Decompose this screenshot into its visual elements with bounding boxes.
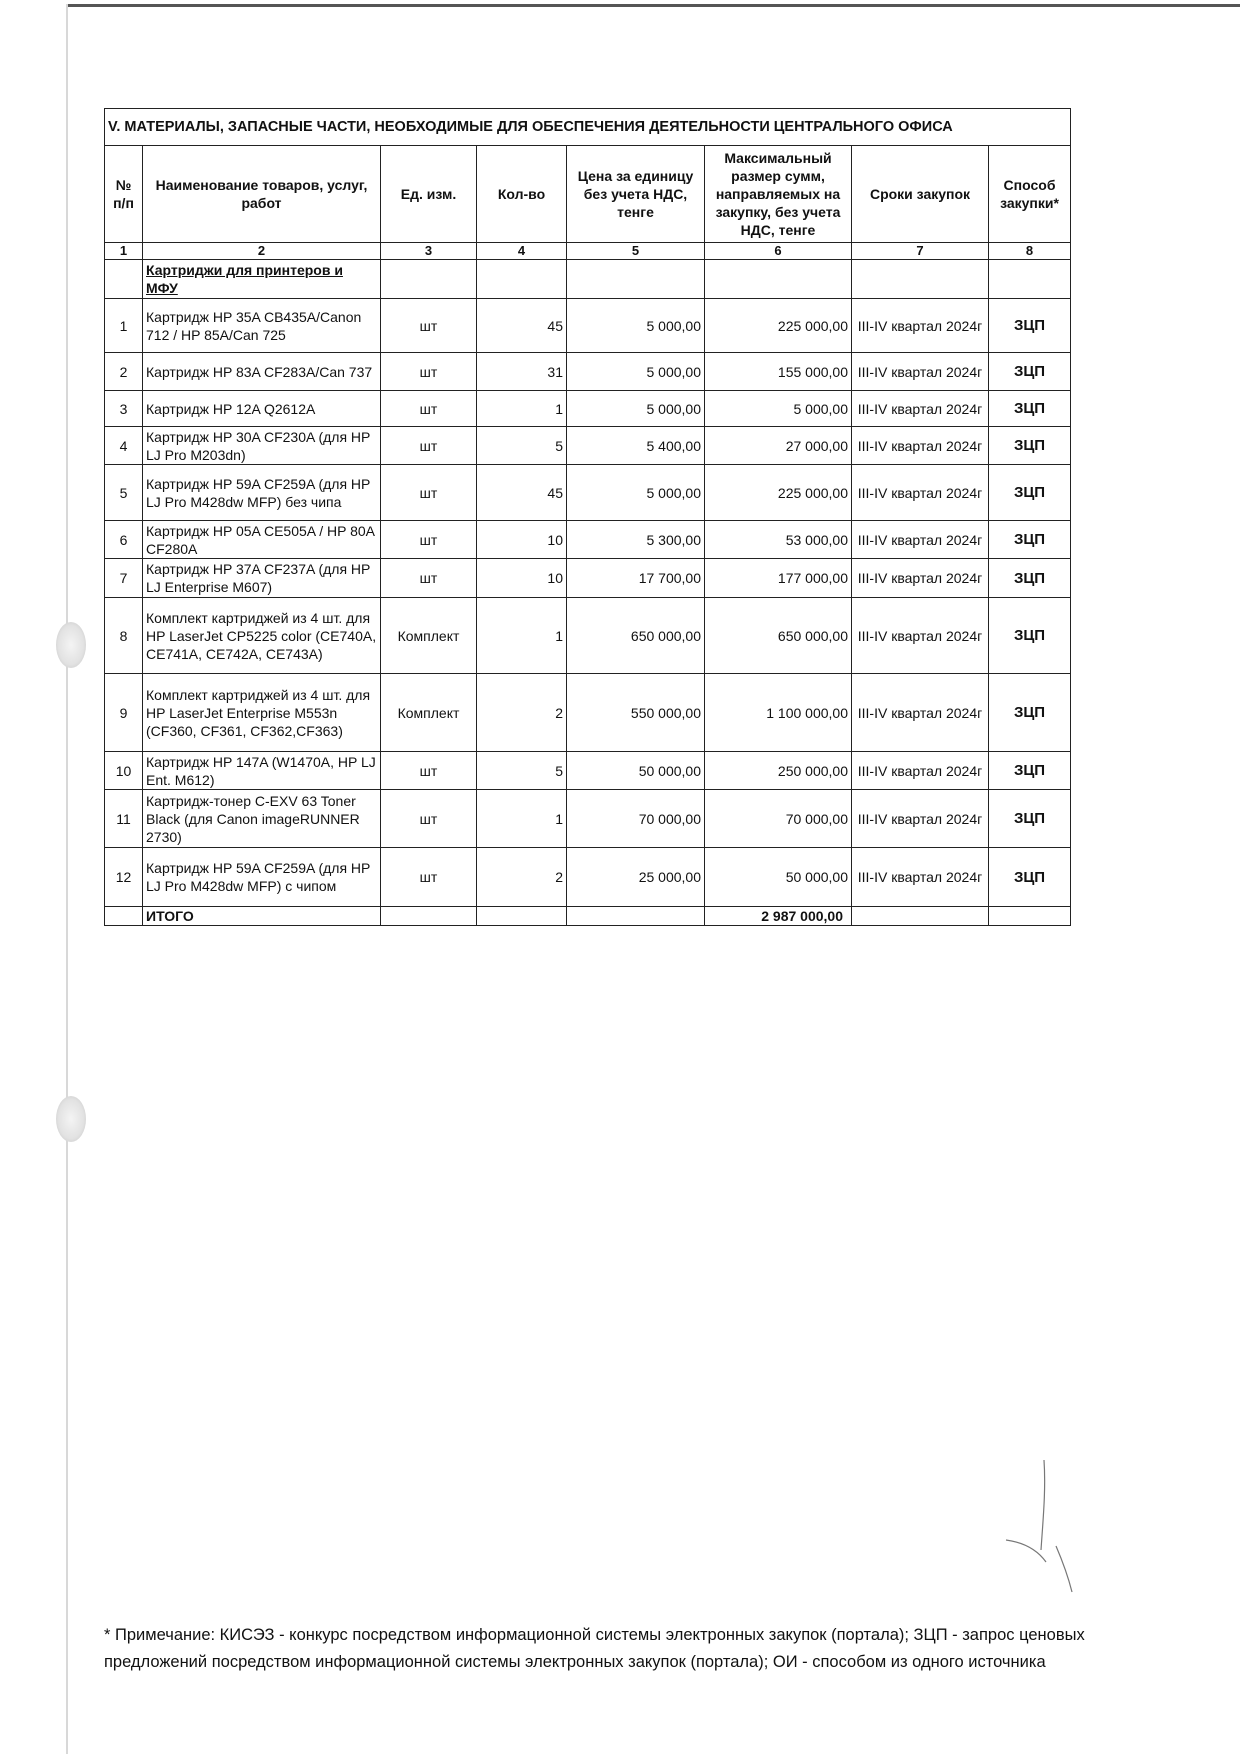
item-term: III-IV квартал 2024г bbox=[852, 353, 989, 391]
item-price: 17 700,00 bbox=[567, 559, 705, 598]
item-price: 50 000,00 bbox=[567, 752, 705, 790]
header-max-sum: Максимальный размер сумм, направляемых на закупку, без учета НДС, тенге bbox=[705, 146, 852, 243]
header-price: Цена за единицу без учета НДС, тенге bbox=[567, 146, 705, 243]
item-qty: 1 bbox=[477, 598, 567, 674]
item-qty: 2 bbox=[477, 848, 567, 907]
item-price: 5 000,00 bbox=[567, 391, 705, 427]
item-method: ЗЦП bbox=[989, 674, 1071, 752]
item-qty: 1 bbox=[477, 391, 567, 427]
item-name: Картридж HP 59A CF259A (для HP LJ Pro M428dw MFP) с чипом bbox=[143, 848, 381, 907]
row-num: 9 bbox=[105, 674, 143, 752]
header-method: Способ закупки* bbox=[989, 146, 1071, 243]
item-price: 5 300,00 bbox=[567, 521, 705, 559]
column-number-row bbox=[105, 243, 1071, 260]
item-method: ЗЦП bbox=[989, 752, 1071, 790]
item-method: ЗЦП bbox=[989, 465, 1071, 521]
item-unit: шт bbox=[381, 391, 477, 427]
item-qty: 31 bbox=[477, 353, 567, 391]
item-price: 5 000,00 bbox=[567, 299, 705, 353]
item-unit: шт bbox=[381, 848, 477, 907]
item-name: Картридж HP 83A CF283A/Can 737 bbox=[143, 353, 381, 391]
page-edge bbox=[66, 4, 1240, 7]
header-qty: Кол-во bbox=[477, 146, 567, 243]
item-term: III-IV квартал 2024г bbox=[852, 521, 989, 559]
item-term: III-IV квартал 2024г bbox=[852, 790, 989, 848]
item-method: ЗЦП bbox=[989, 848, 1071, 907]
item-unit: шт bbox=[381, 752, 477, 790]
item-method: ЗЦП bbox=[989, 353, 1071, 391]
item-qty: 1 bbox=[477, 790, 567, 848]
table-row bbox=[105, 521, 1071, 559]
item-price: 5 000,00 bbox=[567, 353, 705, 391]
header-row bbox=[105, 146, 1071, 243]
page-edge-left bbox=[66, 4, 68, 1754]
category-row bbox=[105, 260, 1071, 299]
item-name: Картридж HP 30A CF230A (для HP LJ Pro M203dn) bbox=[143, 427, 381, 465]
item-term: III-IV квартал 2024г bbox=[852, 752, 989, 790]
item-term: III-IV квартал 2024г bbox=[852, 465, 989, 521]
item-total: 177 000,00 bbox=[705, 559, 852, 598]
table-row bbox=[105, 427, 1071, 465]
item-total: 225 000,00 bbox=[705, 299, 852, 353]
item-method: ЗЦП bbox=[989, 559, 1071, 598]
column-number: 8 bbox=[989, 243, 1071, 260]
signature-mark bbox=[996, 1450, 1096, 1600]
item-unit: шт bbox=[381, 427, 477, 465]
item-unit: шт bbox=[381, 559, 477, 598]
item-total: 5 000,00 bbox=[705, 391, 852, 427]
section-title: V. МАТЕРИАЛЫ, ЗАПАСНЫЕ ЧАСТИ, НЕОБХОДИМЫЕ ДЛЯ ОБЕСПЕЧЕНИЯ ДЕЯТЕЛЬНОСТИ ЦЕНТРАЛЬНОГО ОФИСА bbox=[105, 109, 1071, 146]
column-number: 5 bbox=[567, 243, 705, 260]
column-number: 1 bbox=[105, 243, 143, 260]
item-total: 1 100 000,00 bbox=[705, 674, 852, 752]
item-total: 155 000,00 bbox=[705, 353, 852, 391]
item-method: ЗЦП bbox=[989, 299, 1071, 353]
header-name: Наименование товаров, услуг, работ bbox=[143, 146, 381, 243]
column-number: 3 bbox=[381, 243, 477, 260]
item-method: ЗЦП bbox=[989, 391, 1071, 427]
row-num: 2 bbox=[105, 353, 143, 391]
item-name: Картридж HP 05A CE505A / HP 80A CF280A bbox=[143, 521, 381, 559]
item-qty: 10 bbox=[477, 521, 567, 559]
table-row bbox=[105, 848, 1071, 907]
row-num: 8 bbox=[105, 598, 143, 674]
item-total: 50 000,00 bbox=[705, 848, 852, 907]
item-unit: шт bbox=[381, 353, 477, 391]
table-row bbox=[105, 674, 1071, 752]
item-method: ЗЦП bbox=[989, 427, 1071, 465]
item-price: 650 000,00 bbox=[567, 598, 705, 674]
table-row bbox=[105, 790, 1071, 848]
item-qty: 45 bbox=[477, 465, 567, 521]
item-name: Картридж HP 35A CB435A/Canon 712 / HP 85A/Can 725 bbox=[143, 299, 381, 353]
item-term: III-IV квартал 2024г bbox=[852, 848, 989, 907]
row-num: 6 bbox=[105, 521, 143, 559]
row-num: 3 bbox=[105, 391, 143, 427]
item-method: ЗЦП bbox=[989, 521, 1071, 559]
item-name: Комплект картриджей из 4 шт. для HP LaserJet Enterprise M553n (CF360, CF361, CF362,CF363) bbox=[143, 674, 381, 752]
total-row bbox=[105, 907, 1071, 926]
item-unit: шт bbox=[381, 299, 477, 353]
item-total: 70 000,00 bbox=[705, 790, 852, 848]
item-name: Комплект картриджей из 4 шт. для HP LaserJet CP5225 color (CE740A, CE741A, CE742A, CE743A) bbox=[143, 598, 381, 674]
header-num: № п/п bbox=[105, 146, 143, 243]
item-term: III-IV квартал 2024г bbox=[852, 559, 989, 598]
item-qty: 10 bbox=[477, 559, 567, 598]
item-unit: шт bbox=[381, 790, 477, 848]
table-row bbox=[105, 353, 1071, 391]
grand-total: 2 987 000,00 bbox=[705, 907, 852, 926]
category-name: Картриджи для принтеров и МФУ bbox=[143, 260, 381, 299]
row-num: 4 bbox=[105, 427, 143, 465]
table-row bbox=[105, 465, 1071, 521]
row-num: 7 bbox=[105, 559, 143, 598]
item-total: 250 000,00 bbox=[705, 752, 852, 790]
table-row bbox=[105, 391, 1071, 427]
item-term: III-IV квартал 2024г bbox=[852, 391, 989, 427]
item-term: III-IV квартал 2024г bbox=[852, 674, 989, 752]
header-term: Сроки закупок bbox=[852, 146, 989, 243]
table-row bbox=[105, 559, 1071, 598]
item-unit: шт bbox=[381, 521, 477, 559]
column-number: 2 bbox=[143, 243, 381, 260]
item-unit: шт bbox=[381, 465, 477, 521]
column-number: 4 bbox=[477, 243, 567, 260]
item-qty: 5 bbox=[477, 752, 567, 790]
item-total: 225 000,00 bbox=[705, 465, 852, 521]
item-name: Картридж-тонер C-EXV 63 Toner Black (для Canon imageRUNNER 2730) bbox=[143, 790, 381, 848]
row-num: 11 bbox=[105, 790, 143, 848]
item-method: ЗЦП bbox=[989, 790, 1071, 848]
item-price: 5 400,00 bbox=[567, 427, 705, 465]
item-term: III-IV квартал 2024г bbox=[852, 299, 989, 353]
table-row bbox=[105, 299, 1071, 353]
table-row bbox=[105, 598, 1071, 674]
item-total: 650 000,00 bbox=[705, 598, 852, 674]
item-price: 550 000,00 bbox=[567, 674, 705, 752]
item-qty: 45 bbox=[477, 299, 567, 353]
item-name: Картридж HP 147A (W1470A, HP LJ Ent. M612) bbox=[143, 752, 381, 790]
item-name: Картридж HP 12A Q2612A bbox=[143, 391, 381, 427]
item-unit: Комплект bbox=[381, 674, 477, 752]
table-row bbox=[105, 752, 1071, 790]
item-price: 5 000,00 bbox=[567, 465, 705, 521]
total-label: ИТОГО bbox=[143, 907, 381, 926]
row-num: 1 bbox=[105, 299, 143, 353]
item-name: Картридж HP 37A CF237A (для HP LJ Enterprise M607) bbox=[143, 559, 381, 598]
item-total: 27 000,00 bbox=[705, 427, 852, 465]
header-unit: Ед. изм. bbox=[381, 146, 477, 243]
item-price: 70 000,00 bbox=[567, 790, 705, 848]
item-unit: Комплект bbox=[381, 598, 477, 674]
item-total: 53 000,00 bbox=[705, 521, 852, 559]
item-term: III-IV квартал 2024г bbox=[852, 427, 989, 465]
item-qty: 5 bbox=[477, 427, 567, 465]
row-num: 5 bbox=[105, 465, 143, 521]
punch-hole-top bbox=[56, 622, 86, 668]
row-num: 12 bbox=[105, 848, 143, 907]
punch-hole-bottom bbox=[56, 1096, 86, 1142]
column-number: 7 bbox=[852, 243, 989, 260]
item-term: III-IV квартал 2024г bbox=[852, 598, 989, 674]
procurement-table bbox=[104, 108, 1071, 926]
footnote: * Примечание: КИСЭЗ - конкурс посредством информационной системы электронных закупок (портала); ЗЦП - запрос ценовых предложений посредством информационной системы электронных закупок (портала); ОИ - способом из одного источника bbox=[104, 1626, 1085, 1671]
column-number: 6 bbox=[705, 243, 852, 260]
item-name: Картридж HP 59A CF259A (для HP LJ Pro M428dw MFP) без чипа bbox=[143, 465, 381, 521]
item-price: 25 000,00 bbox=[567, 848, 705, 907]
row-num: 10 bbox=[105, 752, 143, 790]
item-method: ЗЦП bbox=[989, 598, 1071, 674]
item-qty: 2 bbox=[477, 674, 567, 752]
